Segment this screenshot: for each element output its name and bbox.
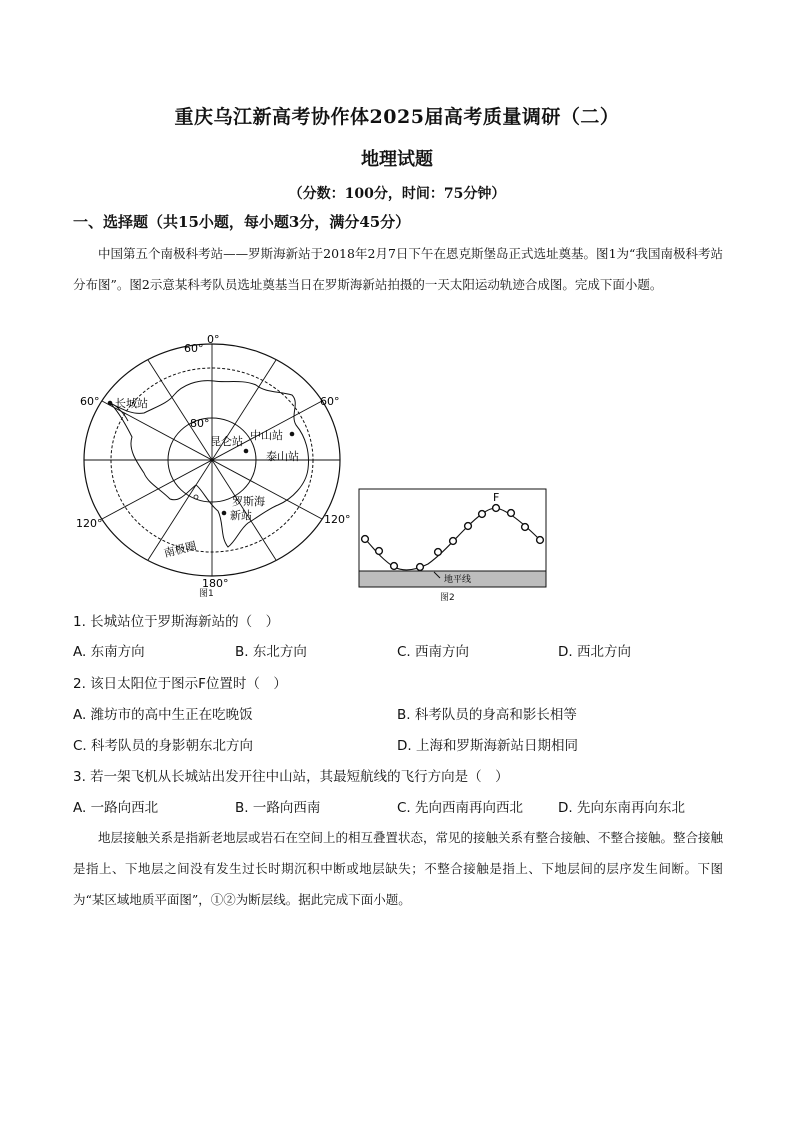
question-1-option-d[interactable]: D. 西北方向	[558, 644, 631, 660]
exam-title: 重庆乌江新高考协作体2025届高考质量调研（二）	[174, 106, 620, 128]
label-zhongshan-station: 中山站	[250, 429, 283, 442]
passage-2	[73, 822, 723, 915]
luosihai-station-dot	[222, 511, 227, 516]
question-3-option-a[interactable]: A. 一路向西北	[73, 800, 159, 816]
question-2-option-a[interactable]: A. 潍坊市的高中生正在吃晚饭	[73, 707, 253, 723]
label-60-left: 60°	[80, 395, 100, 408]
question-1-option-b[interactable]: B. 东北方向	[235, 644, 307, 660]
kunlun-station-dot	[244, 449, 249, 454]
meridian-lines	[84, 344, 340, 576]
passage-1	[73, 238, 723, 300]
label-F: F	[493, 491, 500, 504]
passage-1-text: 中国第五个南极科考站——罗斯海新站于2018年2月7日下午在恩克斯堡岛正式选址奠基。图1为“我国南极科考站分布图”。图2示意某科考队员选址奠基当日在罗斯海新站拍摄的一天太阳运动轨迹合成图。完成下面小题。	[73, 246, 723, 292]
label-taishan-station: 泰山站	[266, 450, 299, 463]
section-heading: 一、选择题（共15小题，每小题3分，满分45分）	[73, 213, 411, 231]
question-3-stem: 3. 若一架飞机从长城站出发开往中山站，其最短航线的飞行方向是（ ）	[73, 769, 509, 785]
question-1-stem: 1. 长城站位于罗斯海新站的（ ）	[73, 614, 280, 630]
label-horizon: 地平线	[444, 575, 472, 585]
label-lat-80: 80°	[190, 417, 210, 430]
figure-1-caption: 图1	[199, 589, 214, 599]
figure-1-antarctica-map	[70, 333, 355, 595]
label-luosihai-2: 新站	[230, 509, 252, 522]
passage-2-text: 地层接触关系是指新老地层或岩石在空间上的相互叠置状态，常见的接触关系有整合接触、不整合接触。整合接触是指上、下地层之间没有发生过长时期沉积中断或地层缺失；不整合接触是指上、下地层间的层序发生间断。下图为“某区域地质平面图”，①②为断层线。据此完成下面小题。	[73, 830, 724, 907]
label-changcheng-station: 长城站	[115, 397, 148, 410]
label-120-left: 120°	[76, 517, 103, 530]
question-1-option-c[interactable]: C. 西南方向	[397, 644, 470, 660]
question-2-option-c[interactable]: C. 科考队员的身影朝东北方向	[73, 738, 254, 754]
label-180-bottom: 180°	[202, 577, 229, 590]
label-60-right: 60°	[320, 395, 340, 408]
label-lat-0: 0°	[207, 333, 220, 346]
score-time-info: （分数：100分，时间：75分钟）	[288, 186, 506, 202]
subject-title: 地理试题	[361, 149, 433, 170]
figure-2-sun-path	[358, 488, 548, 590]
label-antarctic-circle: 南极圈	[162, 539, 198, 560]
changcheng-station-dot	[108, 401, 113, 406]
question-2-option-d[interactable]: D. 上海和罗斯海新站日期相同	[397, 738, 578, 754]
question-3-option-b[interactable]: B. 一路向西南	[235, 800, 321, 816]
figure-2-caption: 图2	[440, 593, 455, 603]
label-kunlun-station: 昆仑站	[210, 435, 243, 448]
question-2-stem: 2. 该日太阳位于图示F位置时（ ）	[73, 676, 287, 692]
question-3-option-d[interactable]: D. 先向东南再向东北	[558, 800, 685, 816]
question-3-option-c[interactable]: C. 先向西南再向西北	[397, 800, 524, 816]
question-2-option-b[interactable]: B. 科考队员的身高和影长相等	[397, 707, 577, 723]
small-island	[194, 495, 198, 499]
zhongshan-station-dot	[290, 432, 295, 437]
label-60-top: 60°	[184, 342, 204, 355]
label-luosihai-1: 罗斯海	[232, 495, 265, 508]
question-1-option-a[interactable]: A. 东南方向	[73, 644, 145, 660]
label-120-right: 120°	[324, 513, 351, 526]
